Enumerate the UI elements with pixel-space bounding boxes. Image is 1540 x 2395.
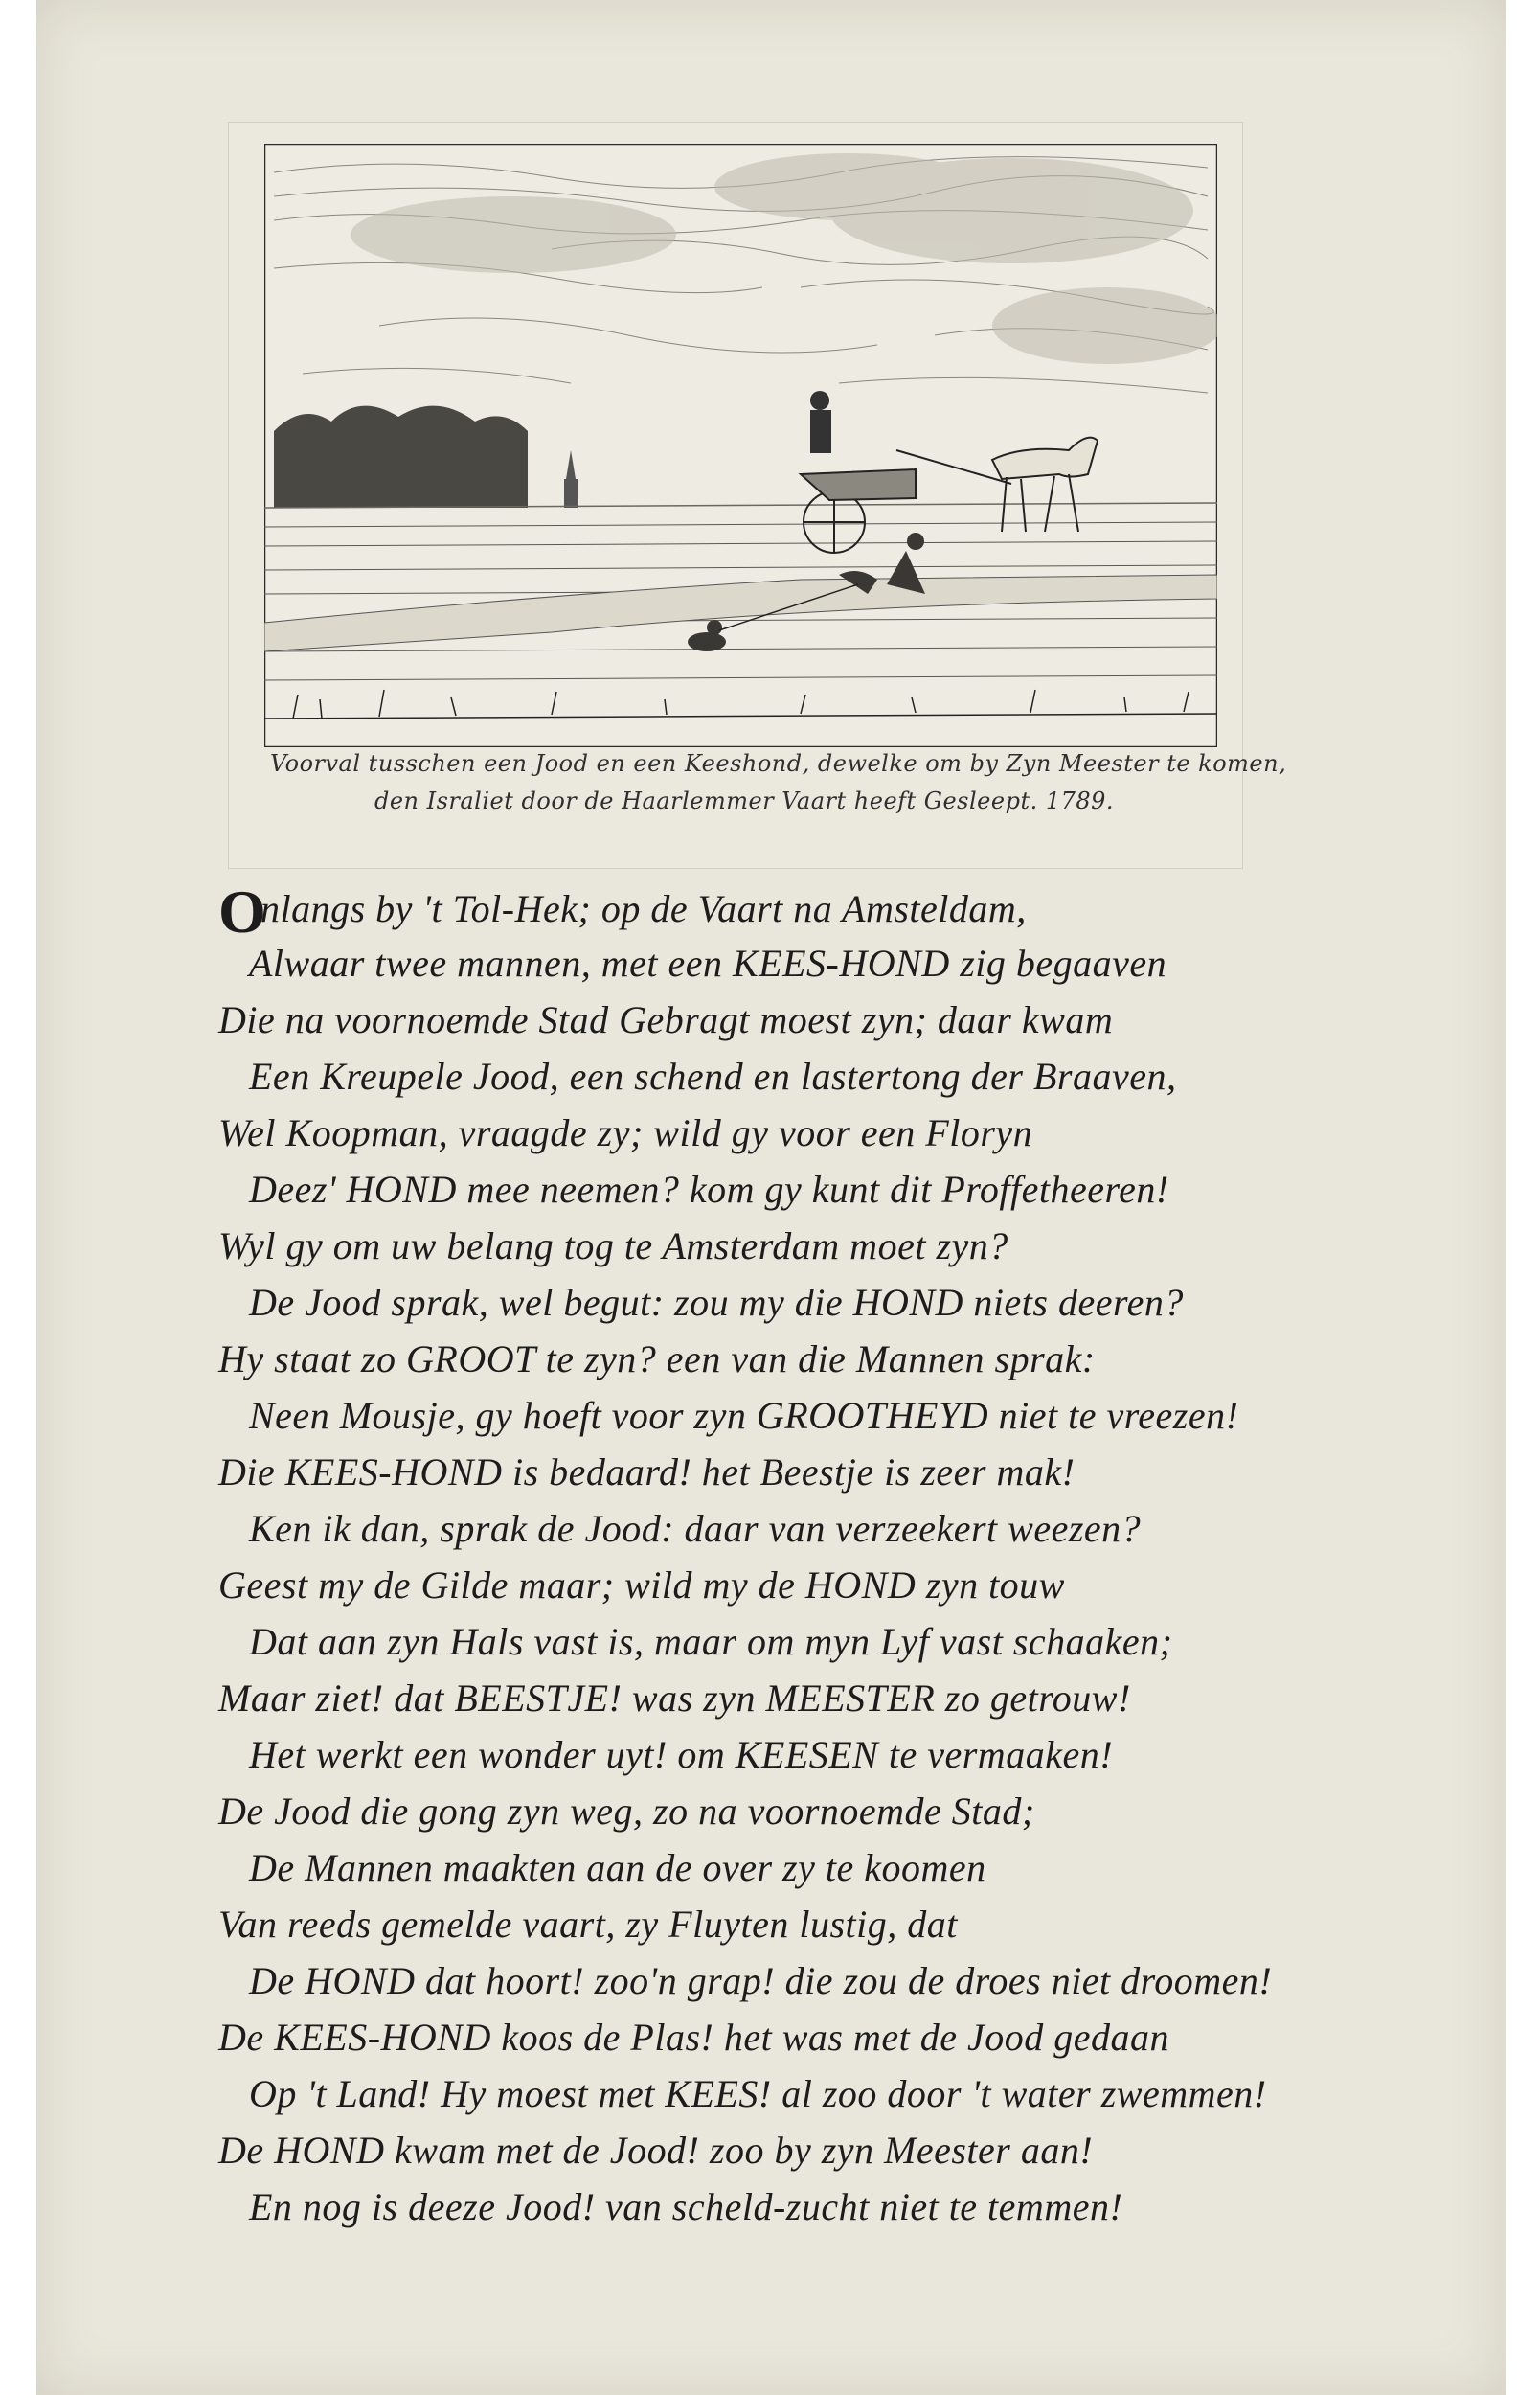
poem-line: De Mannen maakten aan de over zy te koomen [249,1846,986,1889]
poem-line: Ken ik dan, sprak de Jood: daar van verzeekert weezen? [249,1507,1142,1550]
poem-line: En nog is deeze Jood! van scheld-zucht niet te temmen! [249,2185,1123,2228]
poem-line: Het werkt een wonder uyt! om KEESEN te vermaaken! [249,1733,1114,1776]
poem-line: Wel Koopman, vraagde zy; wild gy voor een Floryn [218,1111,1033,1154]
poem-line: Geest my de Gilde maar; wild my de HOND zyn touw [218,1563,1065,1607]
poem-line: De HOND kwam met de Jood! zoo by zyn Meester aan! [218,2129,1094,2172]
poem-line: Een Kreupele Jood, een schend en lastertong der Braaven, [249,1055,1177,1098]
poem-line: De HOND dat hoort! zoo'n grap! die zou de droes niet droomen! [249,1959,1273,2002]
tree-line [274,406,528,508]
etching-illustration [264,144,1217,747]
poem-line: Die na voornoemde Stad Gebragt moest zyn; daar kwam [218,998,1114,1041]
driver [810,391,831,453]
poem-line: Maar ziet! dat BEESTJE! was zyn MEESTER zo getrouw! [218,1676,1131,1720]
poem-line: Hy staat zo GROOT te zyn? een van die Mannen sprak: [218,1337,1096,1380]
poem-line: De Jood die gong zyn weg, zo na voornoemde Stad; [218,1790,1035,1833]
poem-line: Dat aan zyn Hals vast is, maar om myn Lyf vast schaaken; [249,1620,1173,1663]
poem-line: Neen Mousje, gy hoeft voor zyn GROOTHEYD niet te vreezen! [249,1394,1239,1437]
caption-line-1: Voorval tusschen een Jood en een Keeshond, dewelke om by Zyn Meester te komen, [270,750,1287,777]
drop-cap: O [218,878,266,946]
poem-line: Deez' HOND mee neemen? kom gy kunt dit Proffetheeren! [249,1168,1169,1211]
caption-line-2: den Israliet door de Haarlemmer Vaart heeft Gesleept. 1789. [374,787,1115,814]
poem-line: Die KEES-HOND is bedaard! het Beestje is zeer mak! [218,1450,1076,1494]
poem-line: Op 't Land! Hy moest met KEES! al zoo door 't water zwemmen! [249,2072,1267,2115]
poem-line: Alwaar twee mannen, met een KEES-HOND zig begaaven [249,942,1167,985]
poem-line: De Jood sprak, wel begut: zou my die HOND niets deeren? [249,1281,1184,1324]
poem-line: De KEES-HOND koos de Plas! het was met de Jood gedaan [218,2016,1169,2059]
poem-line: Wyl gy om uw belang tog te Amsterdam moet zyn? [218,1224,1008,1267]
poem-line: Van reeds gemelde vaart, zy Fluyten lustig, dat [218,1903,958,1946]
poem-line: nlangs by 't Tol-Hek; op de Vaart na Amsteldam, [260,887,1027,930]
